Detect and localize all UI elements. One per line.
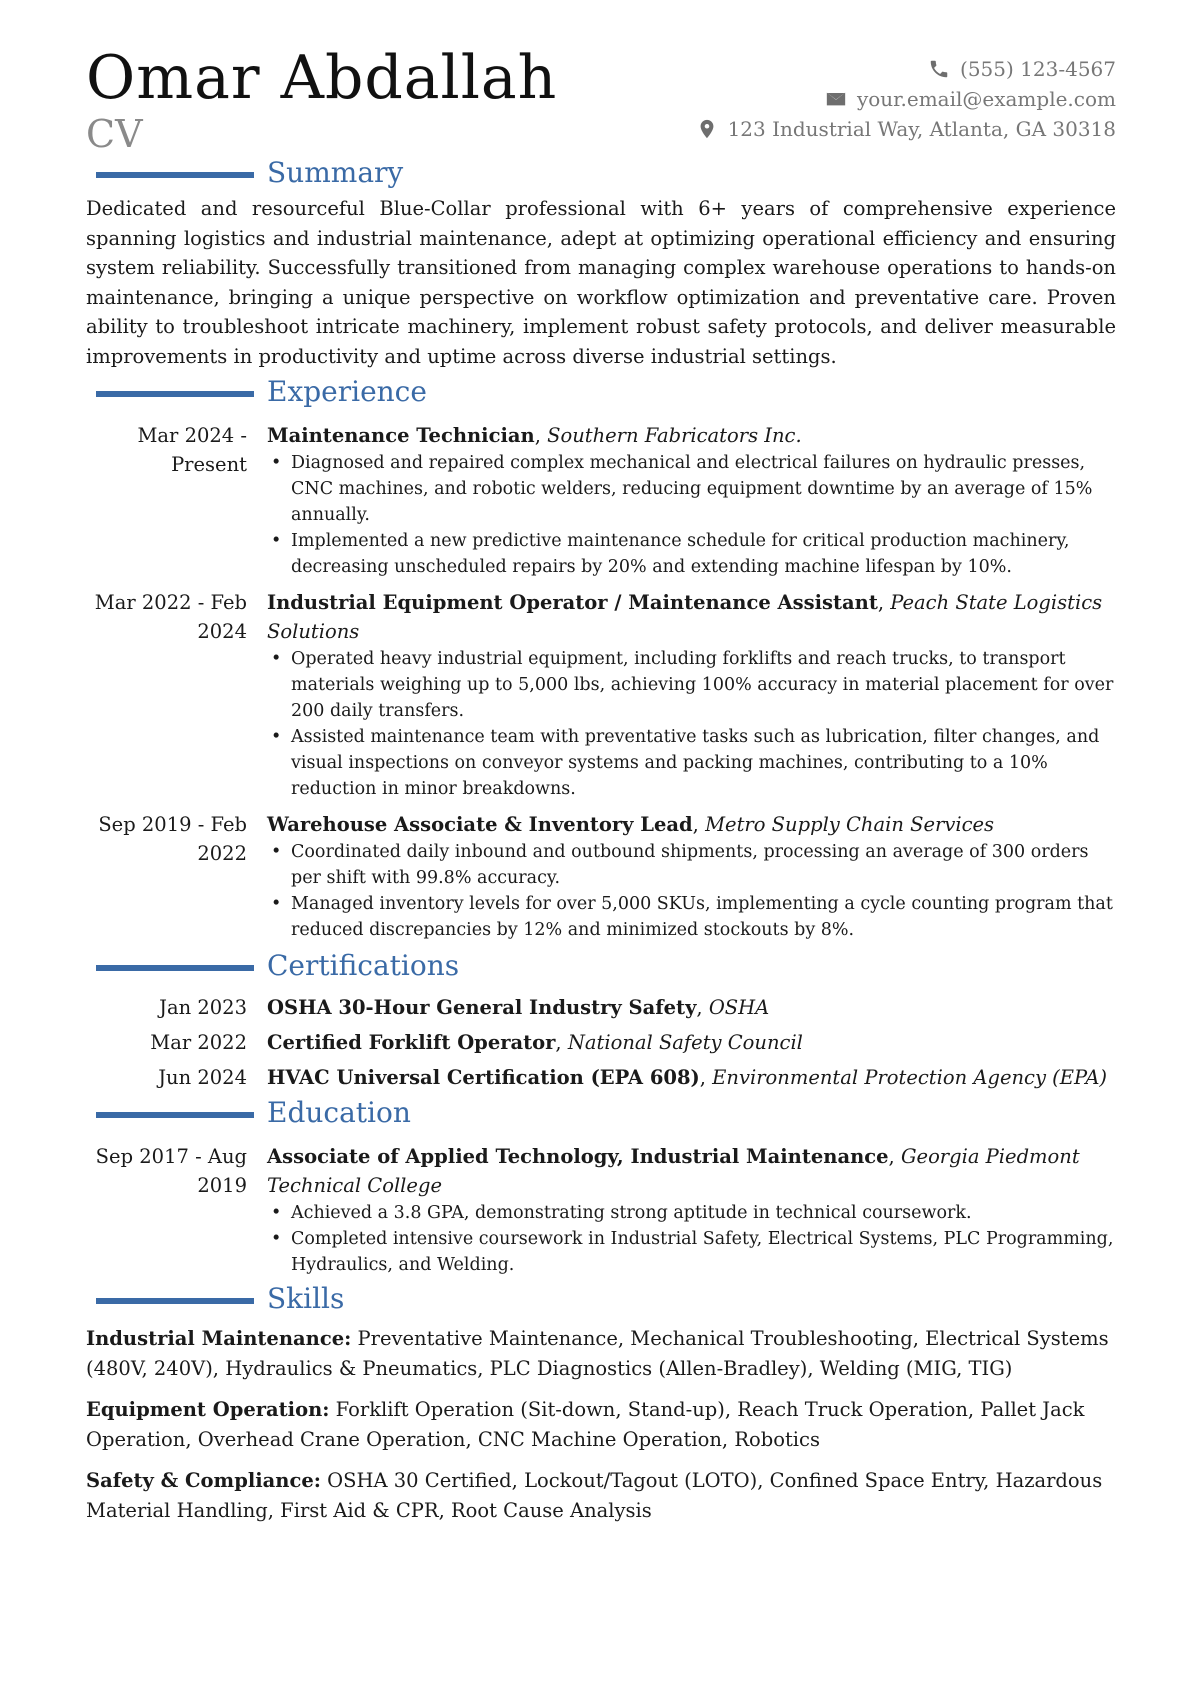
skill-group bbox=[86, 1395, 1116, 1454]
bullet-item: • Managed inventory levels for over 5,000 SKUs, implementing a cycle counting program that reduced discrepancies by 12% and minimized stockouts by 8%. bbox=[267, 891, 1116, 943]
skill-label: Safety & Compliance: bbox=[86, 1469, 321, 1492]
street-address: 123 Industrial Way, Atlanta, GA 30318 bbox=[727, 117, 1116, 141]
phone-icon bbox=[924, 58, 950, 80]
entry-org: OSHA bbox=[708, 996, 770, 1019]
certification-entry bbox=[86, 993, 1116, 1022]
experience-entry bbox=[86, 421, 1116, 580]
section-accent-bar bbox=[96, 1112, 254, 1118]
section-accent-bar bbox=[96, 391, 254, 397]
skill-text: OSHA 30 Certified, Lockout/Tagout (LOTO), Confined Space Entry, Hazardous Material Handling, First Aid & CPR, Root Cause Analysis bbox=[86, 1469, 1103, 1522]
contact-block bbox=[692, 54, 1116, 144]
entry-body: Maintenance Technician, Southern Fabricators Inc. • Diagnosed and repaired complex mechanical and electrical failures on hydraulic presses, CNC machines, and robotic welders, reducing equipment downtime by an average of 15% annually. • Implemented a new predictive maintenance schedule for critical production machinery, decreasing unscheduled repairs by 20% and extending machine lifespan by 10%. bbox=[267, 421, 1116, 580]
section-accent-bar bbox=[96, 1298, 254, 1304]
entry-body: Associate of Applied Technology, Industrial Maintenance, Georgia Piedmont Technical College • Achieved a 3.8 GPA, demonstrating strong aptitude in technical coursework. • Completed intensive coursework in Industrial Safety, Electrical Systems, PLC Programming, Hydraulics, and Welding. bbox=[267, 1142, 1116, 1278]
education-entry bbox=[86, 1142, 1116, 1278]
skills-list bbox=[86, 1324, 1116, 1525]
section-certifications-header bbox=[86, 949, 1116, 987]
section-experience-header bbox=[86, 375, 1116, 413]
skill-label: Industrial Maintenance: bbox=[86, 1327, 352, 1350]
section-title: Skills bbox=[267, 1282, 345, 1315]
bullet-item: • Diagnosed and repaired complex mechanical and electrical failures on hydraulic presses, CNC machines, and robotic welders, reducing equipment downtime by an average of 15% annually. bbox=[267, 450, 1116, 528]
email-address[interactable]: your.email@example.com bbox=[856, 87, 1116, 111]
contact-phone bbox=[692, 54, 1116, 84]
entry-body: HVAC Universal Certification (EPA 608), Environmental Protection Agency (EPA) bbox=[267, 1066, 1108, 1089]
contact-email bbox=[692, 84, 1116, 114]
section-summary-header bbox=[86, 156, 1116, 194]
entry-body: OSHA 30-Hour General Industry Safety, OSHA bbox=[267, 996, 770, 1019]
bullet-item: • Operated heavy industrial equipment, including forklifts and reach trucks, to transport materials weighing up to 5,000 lbs, achieving 100% accuracy in material placement for over 200 daily transfers. bbox=[267, 646, 1116, 724]
entry-title: Warehouse Associate & Inventory Lead bbox=[267, 813, 693, 836]
entry-org: Peach State Logistics Solutions bbox=[267, 591, 1103, 643]
entry-body: Industrial Equipment Operator / Maintenance Assistant, Peach State Logistics Solutions • Operated heavy industrial equipment, including forklifts and reach trucks, to transport materials weighing up to 5,000 lbs, achieving 100% accuracy in material placement for over 200 daily transfers. • Assisted maintenance team with preventative tasks such as lubrication, filter changes, and visual inspections on conveyor systems and packing machines, contributing to a 10% reduction in minor breakdowns. bbox=[267, 588, 1116, 802]
entry-title: Associate of Applied Technology, Industrial Maintenance bbox=[267, 1145, 889, 1168]
skill-text: Forklift Operation (Sit-down, Stand-up), Reach Truck Operation, Pallet Jack Operation, Overhead Crane Operation, CNC Machine Operation, Robotics bbox=[86, 1398, 1085, 1451]
skill-text: Preventative Maintenance, Mechanical Troubleshooting, Electrical Systems (480V, 240V), Hydraulics & Pneumatics, PLC Diagnostics (Allen-Bradley), Welding (MIG, TIG) bbox=[86, 1327, 1109, 1380]
candidate-name: Omar Abdallah bbox=[86, 43, 558, 113]
entry-body: Warehouse Associate & Inventory Lead, Metro Supply Chain Services • Coordinated daily inbound and outbound shipments, processing an average of 300 orders per shift with 99.8% accuracy. • Managed inventory levels for over 5,000 SKUs, implementing a cycle counting program that reduced discrepancies by 12% and minimized stockouts by 8%. bbox=[267, 810, 1116, 943]
entry-org: Southern Fabricators Inc. bbox=[547, 424, 802, 447]
entry-title: Maintenance Technician bbox=[267, 424, 535, 447]
entry-org: Metro Supply Chain Services bbox=[705, 813, 995, 836]
entry-org: National Safety Council bbox=[567, 1031, 803, 1054]
entry-date: Jan 2023 bbox=[159, 996, 247, 1019]
entry-date: Jun 2024 bbox=[158, 1066, 247, 1089]
section-accent-bar bbox=[96, 965, 254, 971]
resume-header bbox=[86, 44, 1116, 154]
bullet-item: • Assisted maintenance team with preventative tasks such as lubrication, filter changes, and visual inspections on conveyor systems and packing machines, contributing to a 10% reduction in minor breakdowns. bbox=[267, 724, 1116, 802]
entry-title: Industrial Equipment Operator / Maintenance Assistant bbox=[267, 591, 878, 614]
section-title: Education bbox=[267, 1096, 411, 1129]
envelope-icon bbox=[821, 88, 847, 110]
resume-page bbox=[86, 44, 1116, 1537]
entry-org: Georgia Piedmont Technical College bbox=[267, 1145, 1080, 1197]
entry-bullets bbox=[267, 450, 1116, 580]
entry-bullets bbox=[267, 646, 1116, 802]
section-title: Experience bbox=[267, 375, 427, 408]
entry-bullets bbox=[267, 1200, 1116, 1278]
bullet-item: • Implemented a new predictive maintenance schedule for critical production machinery, decreasing unscheduled repairs by 20% and extending machine lifespan by 10%. bbox=[267, 528, 1116, 580]
entry-date: Mar 2022 - Feb 2024 bbox=[94, 591, 247, 643]
entry-date: Sep 2017 - Aug 2019 bbox=[95, 1145, 247, 1197]
section-title: Summary bbox=[267, 156, 404, 189]
entry-date: Mar 2022 bbox=[150, 1031, 247, 1054]
entry-bullets bbox=[267, 839, 1116, 943]
skill-group bbox=[86, 1466, 1116, 1525]
document-subtitle: CV bbox=[86, 112, 143, 156]
entry-title: OSHA 30-Hour General Industry Safety bbox=[267, 996, 697, 1019]
summary-text: Dedicated and resourceful Blue-Collar professional with 6+ years of comprehensive experience spanning logistics and industrial maintenance, adept at optimizing operational efficiency and ensuring system reliability. Successfully transitioned from managing complex warehouse operations to hands-on maintenance, bringing a unique perspective on workflow optimization and preventative care. Proven ability to troubleshoot intricate machinery, implement robust safety protocols, and deliver measurable improvements in productivity and uptime across diverse industrial settings. bbox=[86, 197, 1116, 368]
entry-title: Certified Forklift Operator bbox=[267, 1031, 556, 1054]
skill-group bbox=[86, 1324, 1116, 1383]
section-education-header bbox=[86, 1096, 1116, 1134]
section-accent-bar bbox=[96, 172, 254, 178]
entry-body: Certified Forklift Operator, National Safety Council bbox=[267, 1031, 803, 1054]
bullet-item: • Coordinated daily inbound and outbound shipments, processing an average of 300 orders per shift with 99.8% accuracy. bbox=[267, 839, 1116, 891]
bullet-item: • Completed intensive coursework in Industrial Safety, Electrical Systems, PLC Programming, Hydraulics, and Welding. bbox=[267, 1226, 1116, 1278]
entry-title: HVAC Universal Certification (EPA 608) bbox=[267, 1066, 700, 1089]
certification-entry bbox=[86, 1063, 1116, 1092]
experience-entry bbox=[86, 588, 1116, 802]
certification-entry bbox=[86, 1028, 1116, 1057]
entry-org: Environmental Protection Agency (EPA) bbox=[712, 1066, 1108, 1089]
location-pin-icon bbox=[692, 118, 718, 140]
skill-label: Equipment Operation: bbox=[86, 1398, 330, 1421]
section-skills-header bbox=[86, 1282, 1116, 1320]
section-title: Certifications bbox=[267, 949, 460, 982]
entry-date: Mar 2024 - Present bbox=[137, 424, 247, 476]
contact-address bbox=[692, 114, 1116, 144]
bullet-item: • Achieved a 3.8 GPA, demonstrating strong aptitude in technical coursework. bbox=[267, 1200, 1116, 1226]
phone-number[interactable]: (555) 123-4567 bbox=[960, 57, 1116, 81]
experience-entry bbox=[86, 810, 1116, 943]
entry-date: Sep 2019 - Feb 2022 bbox=[98, 813, 247, 865]
